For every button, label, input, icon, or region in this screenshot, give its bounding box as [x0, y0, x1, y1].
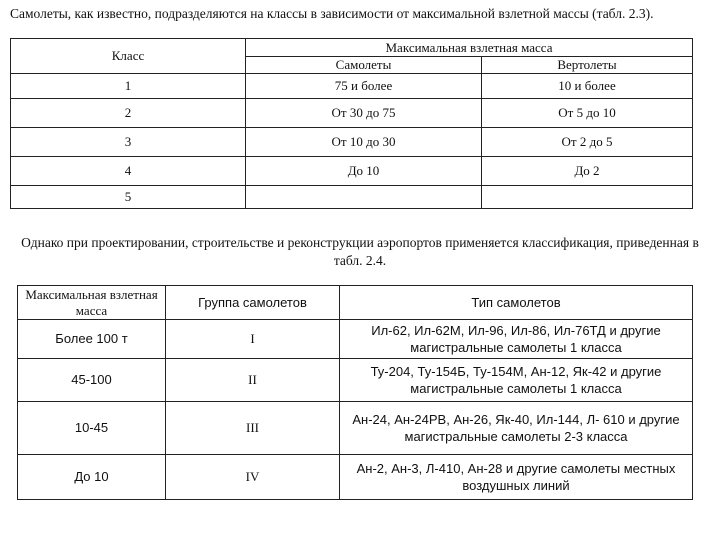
header-max-mass: Максимальная взлетная масса [18, 286, 166, 320]
group-cell: III [166, 402, 340, 455]
type-cell: Ту-204, Ту-154Б, Ту-154М, Ан-12, Як-42 и другие магистральные самолеты 1 класса [340, 359, 693, 402]
class-cell: 4 [11, 157, 246, 186]
helicopters-cell: От 2 до 5 [482, 128, 693, 157]
intro-paragraph: Самолеты, как известно, подразделяются на классы в зависимости от максимальной взлетной массы (табл. 2.3). [10, 6, 654, 21]
class-cell: 5 [11, 186, 246, 209]
table-header-row [18, 286, 693, 320]
table-row [18, 402, 693, 455]
mass-cell: До 10 [18, 455, 166, 500]
helicopters-cell [482, 186, 693, 209]
aircraft-class-table [10, 38, 693, 209]
group-cell: I [166, 320, 340, 359]
helicopters-cell: 10 и более [482, 74, 693, 99]
header-planes: Самолеты [246, 57, 482, 74]
planes-cell: 75 и более [246, 74, 482, 99]
mass-cell: 45-100 [18, 359, 166, 402]
header-type: Тип самолетов [340, 286, 693, 320]
table-header-row [11, 39, 693, 57]
planes-cell: От 10 до 30 [246, 128, 482, 157]
planes-cell [246, 186, 482, 209]
type-cell: Ан-24, Ан-24РВ, Ан-26, Як-40, Ил-144, Л- 610 и другие магистральные самолеты 2-3 класса [340, 402, 693, 455]
class-cell: 3 [11, 128, 246, 157]
helicopters-cell: От 5 до 10 [482, 99, 693, 128]
header-max-takeoff-mass: Максимальная взлетная масса [246, 39, 693, 57]
header-helicopters: Вертолеты [482, 57, 693, 74]
planes-cell: От 30 до 75 [246, 99, 482, 128]
table-row [11, 99, 693, 128]
class-cell: 2 [11, 99, 246, 128]
table-row [18, 359, 693, 402]
header-group: Группа самолетов [166, 286, 340, 320]
table-row [11, 157, 693, 186]
aircraft-group-table [17, 285, 693, 500]
header-class: Класс [11, 39, 246, 74]
table-row [11, 74, 693, 99]
table-row [11, 128, 693, 157]
type-cell: Ан-2, Ан-3, Л-410, Ан-28 и другие самолеты местных воздушных линий [340, 455, 693, 500]
planes-cell: До 10 [246, 157, 482, 186]
helicopters-cell: До 2 [482, 157, 693, 186]
group-cell: II [166, 359, 340, 402]
mass-cell: Более 100 т [18, 320, 166, 359]
table-row [11, 186, 693, 209]
group-cell: IV [166, 455, 340, 500]
type-cell: Ил-62, Ил-62М, Ил-96, Ил-86, Ил-76ТД и другие магистральные самолеты 1 класса [340, 320, 693, 359]
mass-cell: 10-45 [18, 402, 166, 455]
classification-paragraph: Однако при проектировании, строительстве и реконструкции аэропортов применяется классификация, приведенная в табл. 2.4. [21, 235, 699, 268]
class-cell: 1 [11, 74, 246, 99]
table-row [18, 455, 693, 500]
table-row [18, 320, 693, 359]
